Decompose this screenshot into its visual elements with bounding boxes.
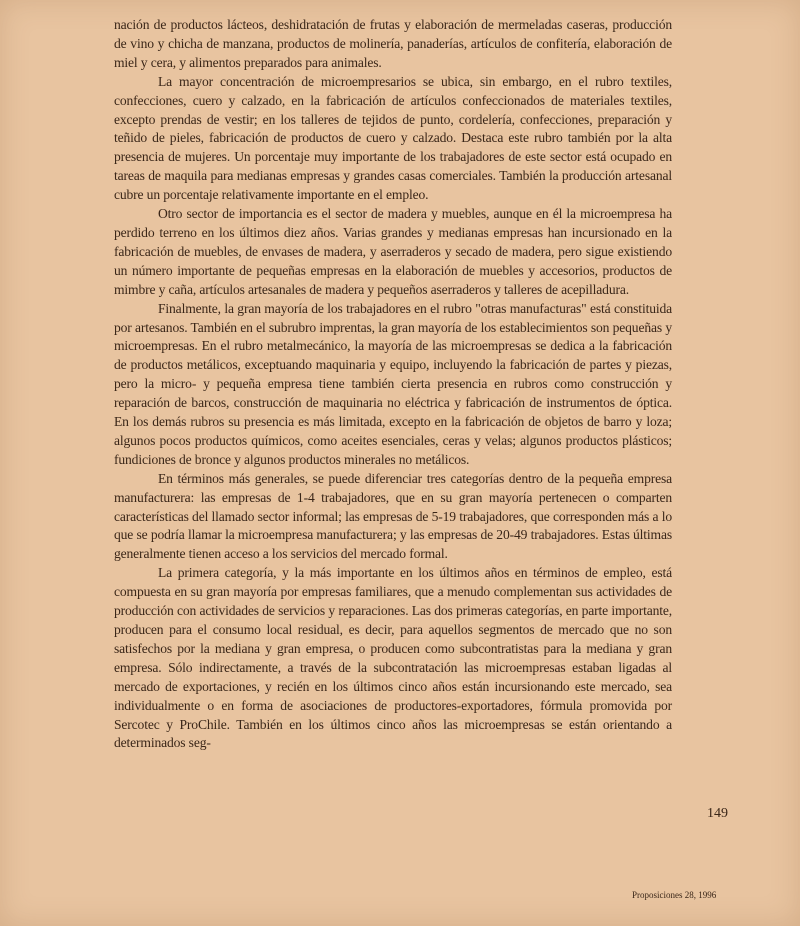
paragraph-3: Otro sector de importancia es el sector de madera y muebles, aunque en él la microempresa ha perdido terreno en los últimos diez años. Varias grandes y medianas empresas han incursionado en la fabricación de muebles, de envases de madera, y aserraderos y secado de madera, pero sigue existiendo un número importante de pequeñas empresas en la elaboración de muebles y accesorios, productos de mimbre y caña, artículos artesanales de madera y pequeños aserraderos y talleres de acepilladura.: [114, 206, 672, 297]
paragraph-6: La primera categoría, y la más importante en los últimos años en términos de empleo, está compuesta en su gran mayoría por empresas familiares, que a menudo complementan sus actividades de producción con actividades de servicios y reparaciones. Las dos primeras categorías, en parte importante, producen para el consumo local residual, es decir, para aquellos segmentos de mercado que no son satisfechos por la mediana y gran empresa, o producen como subcontratistas para la mediana y gran empresa. Sólo indirectamente, a través de la subcontratación las microempresas estaban ligadas al mercado de exportaciones, y recién en los últimos cinco años están incursionando este mercado, sea individualmente o en forma de asociaciones de productores-exportadores, fórmula promovida por Sercotec y ProChile. También en los últimos cinco años las microempresas se están orientando a determinados seg-: [114, 565, 672, 751]
footer-citation: Proposiciones 28, 1996: [632, 890, 717, 900]
paragraph-4: Finalmente, la gran mayoría de los trabajadores en el rubro "otras manufacturas" está constituida por artesanos. También en el subrubro imprentas, la gran mayoría de los establecimientos son pequeñas y microempresas. En el rubro metalmecánico, la mayoría de las microempresas se dedica a la fabricación de productos metálicos, exceptuando maquinaria y equipo, incluyendo la fabricación de partes y piezas, pero la micro- y pequeña empresa tiene también cierta presencia en rubros como construcción y reparación de barcos, construcción de maquinaria no eléctrica y fabricación de instrumentos de óptica. En los demás rubros su presencia es más limitada, excepto en la fabricación de objetos de barro y loza; algunos pocos productos químicos, como aceites esenciales, ceras y velas; algunos productos plásticos; fundiciones de bronce y algunos productos minerales no metálicos.: [114, 300, 672, 467]
body-text: [114, 16, 672, 753]
paragraph-2: La mayor concentración de microempresarios se ubica, sin embargo, en el rubro textiles, confecciones, cuero y calzado, en la fabricación de artículos confeccionados de materiales textiles, excepto prendas de vestir; en los talleres de tejidos de punto, cordelería, confecciones, preparación y teñido de pieles, fabricación de productos de cuero y calzado. Destaca este rubro también por la alta presencia de mujeres. Un porcentaje muy importante de los trabajadores de este sector está ocupado en tareas de maquila para medianas empresas y grandes casas comerciales. También la producción artesanal cubre un porcentaje relativamente importante en el empleo.: [114, 73, 672, 203]
paragraph-5: En términos más generales, se puede diferenciar tres categorías dentro de la pequeña empresa manufacturera: las empresas de 1-4 trabajadores, que en su gran mayoría pertenecen o comparten características del llamado sector informal; las empresas de 5-19 trabajadores, que corresponden más a lo que se podría llamar la microempresa manufacturera; y las empresas de 20-49 trabajadores. Estas últimas generalmente tienen acceso a los servicios del mercado formal.: [114, 470, 672, 562]
paragraph-1: nación de productos lácteos, deshidratación de frutas y elaboración de mermeladas caseras, producción de vino y chicha de manzana, productos de molinería, panaderías, artículos de confitería, elaboración de miel y cera, y alimentos preparados para animales.: [114, 17, 672, 70]
page-number: 149: [707, 806, 728, 821]
